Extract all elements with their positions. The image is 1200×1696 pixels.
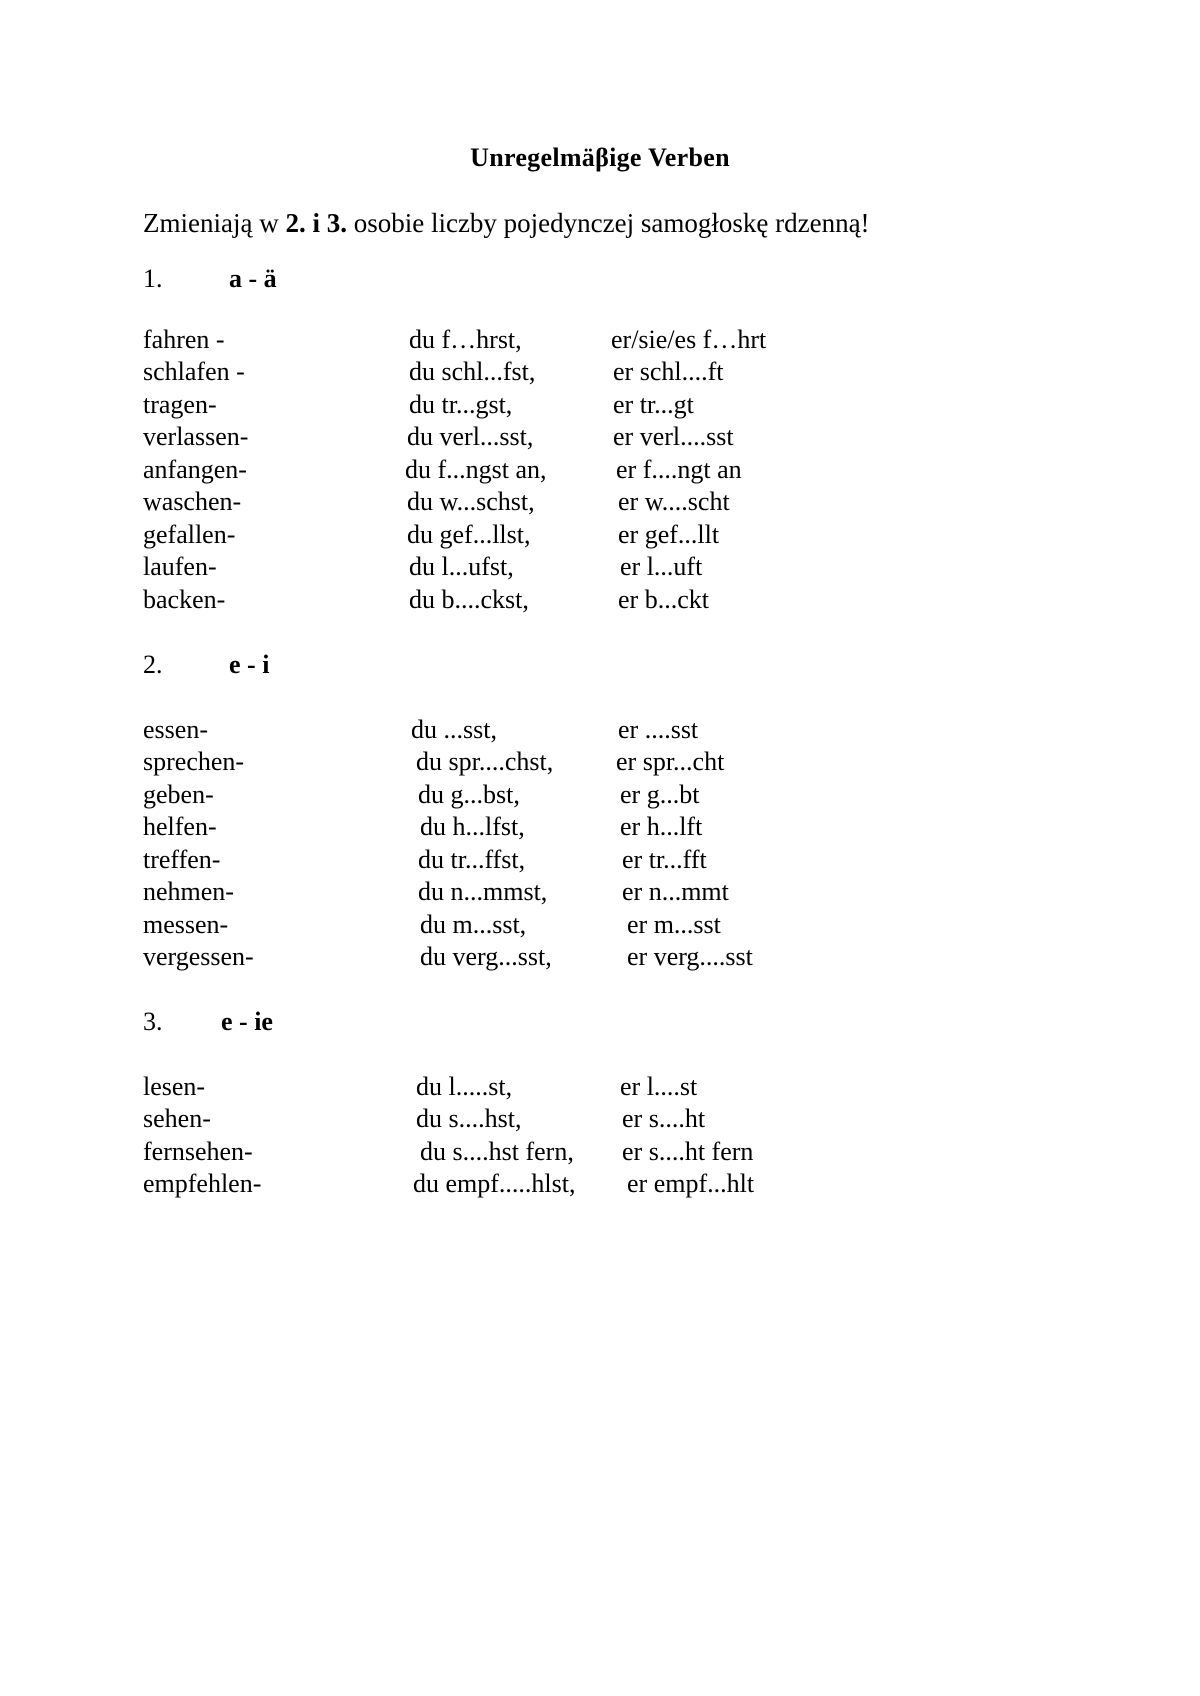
group-pattern: a - ä: [229, 264, 277, 293]
du-form: du schl...fst,: [409, 357, 536, 386]
infinitive: laufen-: [143, 552, 217, 581]
du-form: du l...ufst,: [409, 552, 514, 581]
group-pattern: e - ie: [221, 1007, 273, 1036]
infinitive: empfehlen-: [143, 1169, 262, 1198]
instruction-text: [143, 208, 870, 239]
er-form: er verg....sst: [627, 942, 753, 971]
er-form: er f....ngt an: [616, 455, 742, 484]
infinitive: essen-: [143, 715, 208, 744]
verb-row: [0, 1072, 1200, 1104]
verb-row: [0, 845, 1200, 877]
infinitive: messen-: [143, 910, 229, 939]
er-form: er/sie/es f…hrt: [611, 325, 767, 354]
group-number: 2.: [143, 650, 163, 679]
er-form: er h...lft: [620, 812, 703, 841]
instruction-after: osobie liczby pojedynczej samogłoskę rdzenną!: [346, 208, 870, 238]
du-form: du tr...gst,: [409, 390, 513, 419]
verb-row: [0, 357, 1200, 389]
verb-row: [0, 812, 1200, 844]
du-form: du n...mmst,: [418, 877, 548, 906]
verb-row: [0, 390, 1200, 422]
er-form: er m...sst: [627, 910, 721, 939]
verb-row: [0, 780, 1200, 812]
infinitive: vergessen-: [143, 942, 254, 971]
infinitive: fernsehen-: [143, 1137, 253, 1166]
du-form: du b....ckst,: [409, 585, 529, 614]
du-form: du h...lfst,: [420, 812, 525, 841]
verb-row: [0, 747, 1200, 779]
er-form: er l....st: [620, 1072, 698, 1101]
group-heading-1: [143, 264, 277, 296]
group-pattern: e - i: [229, 650, 270, 679]
infinitive: nehmen-: [143, 877, 234, 906]
du-form: du tr...ffst,: [418, 845, 526, 874]
verb-row: [0, 455, 1200, 487]
infinitive: backen-: [143, 585, 226, 614]
verb-row: [0, 520, 1200, 552]
instruction-bold: 2. i 3.: [285, 208, 347, 238]
er-form: er spr...cht: [616, 747, 725, 776]
er-form: er l...uft: [620, 552, 703, 581]
er-form: er n...mmt: [622, 877, 729, 906]
er-form: er verl....sst: [613, 422, 734, 451]
infinitive: fahren -: [143, 325, 225, 354]
group-heading-2: [143, 650, 269, 682]
du-form: du m...sst,: [420, 910, 527, 939]
infinitive: gefallen-: [143, 520, 236, 549]
verb-row: [0, 1169, 1200, 1201]
infinitive: treffen-: [143, 845, 221, 874]
er-form: er s....ht fern: [622, 1137, 754, 1166]
infinitive: tragen-: [143, 390, 217, 419]
group-number: 1.: [143, 264, 163, 293]
du-form: du empf.....hlst,: [413, 1169, 576, 1198]
du-form: du f...ngst an,: [405, 455, 547, 484]
infinitive: waschen-: [143, 487, 242, 516]
du-form: du s....hst fern,: [420, 1137, 574, 1166]
du-form: du spr....chst,: [416, 747, 554, 776]
du-form: du gef...llst,: [407, 520, 531, 549]
verb-row: [0, 715, 1200, 747]
er-form: er empf...hlt: [627, 1169, 755, 1198]
verb-row: [0, 877, 1200, 909]
verb-row: [0, 1137, 1200, 1169]
infinitive: schlafen -: [143, 357, 245, 386]
er-form: er gef...llt: [618, 520, 720, 549]
er-form: er s....ht: [622, 1104, 706, 1133]
group-number: 3.: [143, 1007, 163, 1036]
infinitive: sehen-: [143, 1104, 211, 1133]
er-form: er tr...fft: [622, 845, 707, 874]
du-form: du f…hrst,: [409, 325, 522, 354]
er-form: er tr...gt: [613, 390, 694, 419]
verb-row: [0, 942, 1200, 974]
infinitive: sprechen-: [143, 747, 245, 776]
er-form: er b...ckt: [618, 585, 709, 614]
document-title: Unregelmäβige Verben: [470, 143, 730, 172]
du-form: du verl...sst,: [407, 422, 534, 451]
infinitive: verlassen-: [143, 422, 249, 451]
du-form: du g...bst,: [418, 780, 520, 809]
du-form: du l.....st,: [416, 1072, 513, 1101]
infinitive: anfangen-: [143, 455, 247, 484]
infinitive: geben-: [143, 780, 214, 809]
er-form: er schl....ft: [613, 357, 724, 386]
du-form: du s....hst,: [416, 1104, 522, 1133]
verb-row: [0, 1104, 1200, 1136]
du-form: du ...sst,: [411, 715, 497, 744]
infinitive: lesen-: [143, 1072, 206, 1101]
du-form: du verg...sst,: [420, 942, 552, 971]
er-form: er g...bt: [620, 780, 700, 809]
verb-row: [0, 325, 1200, 357]
verb-row: [0, 487, 1200, 519]
group-heading-3: [143, 1007, 273, 1039]
verb-row: [0, 422, 1200, 454]
infinitive: helfen-: [143, 812, 217, 841]
verb-row: [0, 910, 1200, 942]
er-form: er ....sst: [618, 715, 699, 744]
instruction-before: Zmieniają w: [143, 208, 286, 238]
du-form: du w...schst,: [407, 487, 535, 516]
verb-row: [0, 552, 1200, 584]
er-form: er w....scht: [618, 487, 730, 516]
verb-row: [0, 585, 1200, 617]
